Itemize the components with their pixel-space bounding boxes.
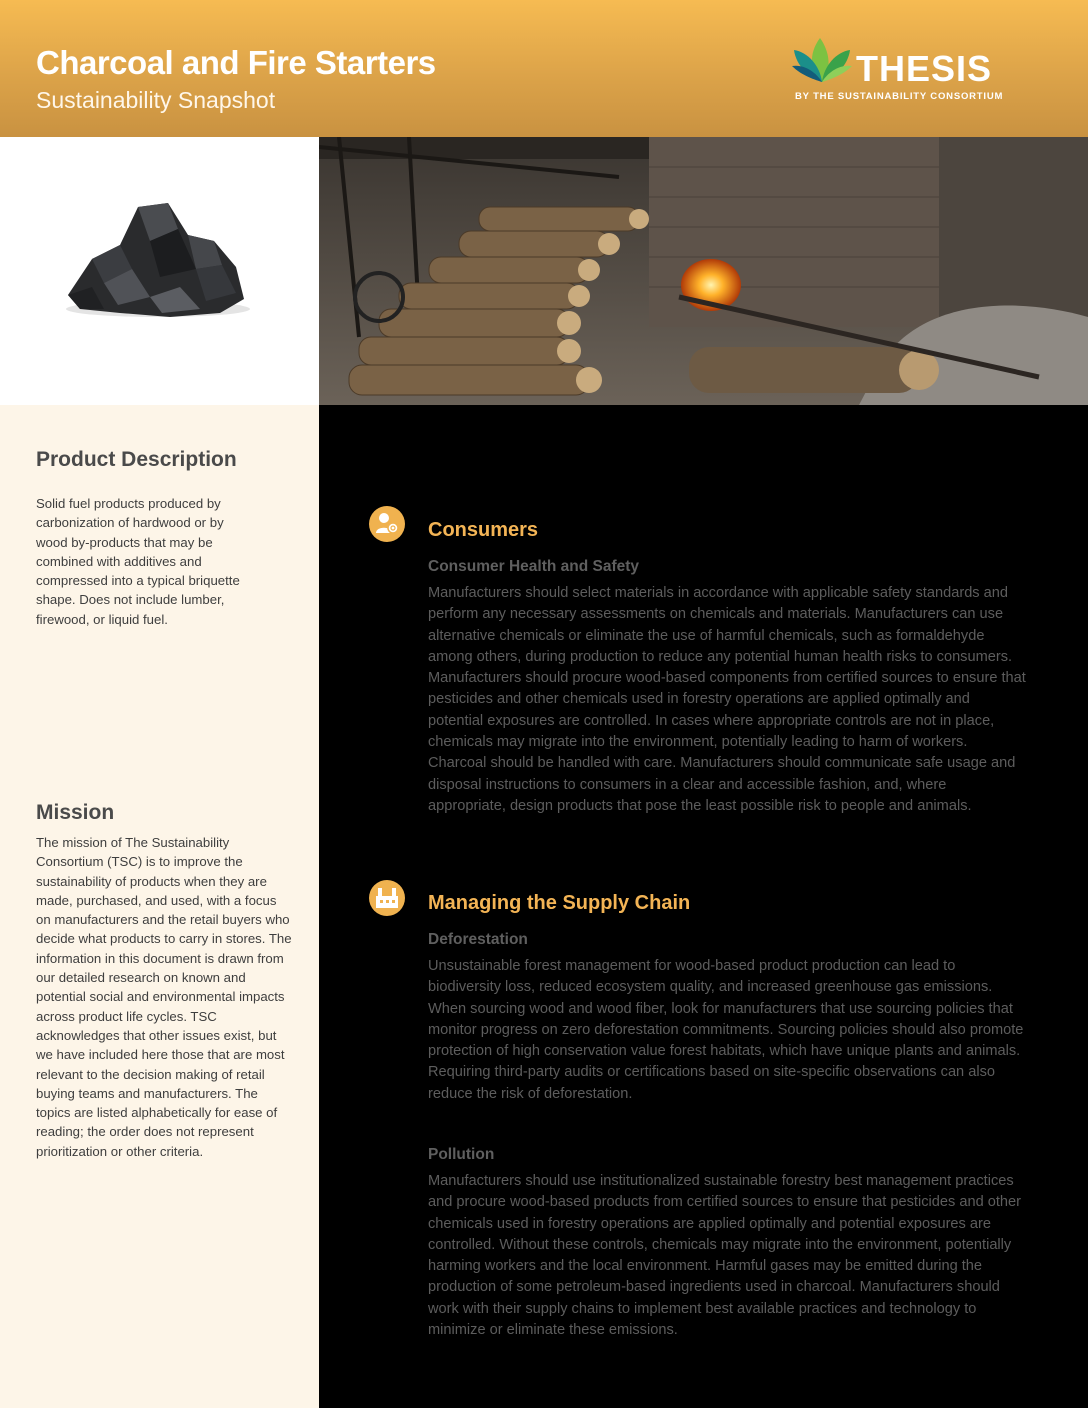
charcoal-kiln-photo [319, 137, 1088, 405]
page-title: Charcoal and Fire Starters [36, 44, 436, 81]
consumer-person-icon [369, 506, 405, 542]
leaf-logo-icon [790, 36, 854, 86]
section-title-consumers: Consumers [428, 519, 539, 541]
page-subtitle: Sustainability Snapshot [36, 87, 276, 113]
header-banner [0, 0, 1088, 137]
thesis-logo [790, 36, 1030, 106]
logo-tagline: BY THE SUSTAINABILITY CONSORTIUM [795, 91, 1004, 102]
product-description-text: Solid fuel products produced by carbonization of hardwood or by wood by-products that may be combined with additives and compressed into a typical briquette shape. Does not include lumber, firewood, or liquid fuel. [36, 496, 240, 627]
topic-title-deforestation: Deforestation [428, 931, 528, 948]
topic-text-consumer-health: Manufacturers should select materials in accordance with applicable safety standards and perform any necessary assessments on chemicals and materials. Manufacturers can use alternative chemicals or eliminate the use of harmful chemicals, such as formaldehyde among others, during production to reduce any potential human health risks to consumers. Manufacturers should procure wood-based components from certified sources to ensure that pesticides and other chemicals used in forestry operations are applied optimally and potential exposures are controlled. In cases where appropriate controls are not in place, chemicals may migrate into the environment, potentially leading to harm of workers. Charcoal should be handled with care. Manufacturers should communicate safe usage and disposal instructions to consumers in a clear and accessible fashion, and, where appropriate, design products that pose the least possible risk to people and animals. [428, 585, 1026, 814]
topic-text-pollution: Manufacturers should use institutionalized sustainable forestry best management practices and procure wood-based products from certified sources to ensure that pesticides and other chemicals used in forestry operations are applied optimally and potential exposures are controlled. Without these controls, chemicals may migrate into the environment, potentially harming workers and the local environment. Harmful gases may be emitted during the production of some petroleum-based ingredients used in charcoal. Manufacturers should work with their supply chains to implement best available practices and technology to minimize or eliminate these emissions. [428, 1173, 1021, 1339]
charcoal-product-image [0, 137, 319, 405]
factory-icon [369, 880, 405, 916]
topic-title-pollution: Pollution [428, 1146, 495, 1163]
topic-title-consumer-health: Consumer Health and Safety [428, 558, 640, 575]
product-description-heading: Product Description [36, 448, 237, 471]
logo-wordmark: THESIS [856, 48, 993, 89]
mission-heading: Mission [36, 801, 115, 824]
section-title-supply-chain: Managing the Supply Chain [428, 892, 691, 914]
topic-text-deforestation: Unsustainable forest management for wood-based product production can lead to biodiversity loss, reduced ecosystem quality, and increased greenhouse gas emissions. When sourcing wood and wood fiber, look for manufacturers that use sourcing policies that monitor progress on zero deforestation commitments. Sourcing policies should also promote protection of high conservation value forest habitats, which have unique plants and animals. Requiring third-party audits or certifications based on site-specific observations can also reduce the risk of deforestation. [428, 958, 1024, 1102]
mission-text: The mission of The Sustainability Consortium (TSC) is to improve the sustainability of products when they are made, purchased, and used, with a focus on manufacturers and the retail buyers who decide what products to carry in stores. The information in this document is drawn from our detailed research on known and potential social and environmental impacts across product life cycles. TSC acknowledges that other issues exist, but we have included here those that are most relevant to the decision making of retail buying teams and manufacturers. The topics are listed alphabetically for ease of reading; the order does not represent prioritization or other criteria. [36, 835, 292, 1159]
